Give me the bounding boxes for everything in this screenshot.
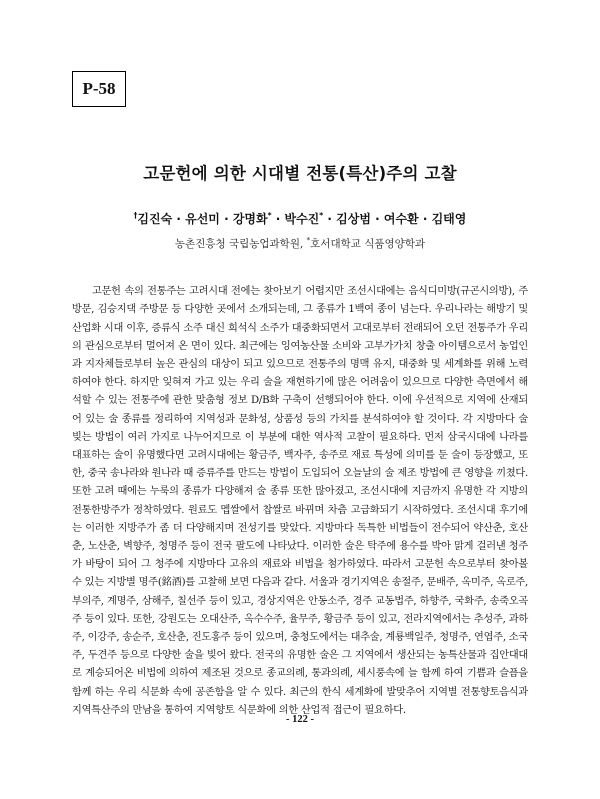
affiliation-mark: * xyxy=(267,211,272,220)
author-separator: · xyxy=(327,212,332,226)
poster-id: P-58 xyxy=(82,79,116,98)
affiliation-primary: 농촌진흥청 국립농업과학원, xyxy=(174,238,304,250)
author-separator: · xyxy=(275,212,281,226)
author-name: 박수진 xyxy=(284,212,320,226)
author-name: 유선미 xyxy=(185,212,220,226)
affiliation-mark: * xyxy=(306,236,311,245)
page-number: - 122 - xyxy=(286,714,314,725)
author-separator: · xyxy=(375,212,380,226)
affiliation-line xyxy=(0,236,600,251)
author-name: 김상범 xyxy=(336,212,371,226)
author-list xyxy=(0,210,600,227)
paper-title: 고문헌에 의한 시대별 전통(특산)주의 고찰 xyxy=(143,164,457,183)
corresponding-mark: † xyxy=(133,211,138,220)
affiliation-secondary: 호서대학교 식품영양학과 xyxy=(310,238,426,250)
author-separator: · xyxy=(176,212,181,226)
author-name: 강명화 xyxy=(232,212,268,226)
author-separator: · xyxy=(422,212,428,226)
author-name: 김진숙 xyxy=(137,212,173,226)
poster-id-box xyxy=(72,71,126,107)
affiliation-mark: * xyxy=(319,211,324,220)
abstract-body: 고문헌 속의 전통주는 고려시대 전에는 찾아보기 어렵지만 조선시대에는 음식디미방(규곤시의방), 주방문, 김승지댁 주방문 등 다양한 곳에서 소개되는데, 그 종류가 1백여 종이 넘는다. 우리나라는 해방기 및 산업화 시대 이후, 증류식 소주 대신 희석식 소주가 대중화되면서 고대로부터 전래되어 오던 전통주가 우리의 관심으로부터 멀어져 온 면이 있다. 최근에는 잉여농산물 소비와 고부가가치 창출 아이템으로서 농업인과 지자체들로부터 높은 관심의 대상이 되고 있으므로 전통주의 명맥 유지, 대중화 및 세계화를 위해 노력하여야 한다. 하지만 잊혀져 가고 있는 우리 술을 재현하기에 많은 어려움이 있으므로 다양한 측면에서 해석할 수 있는 전통주에 관한 맞춤형 정보 D/B화 구축이 선행되어야 한다. 이에 우선적으로 지역에 산재되어 있는 술 종류를 정리하여 지역성과 문화성, 상품성 등의 가치를 분석하여야 할 것이다. 각 지방마다 술 빚는 방법이 여러 가지로 나누어지므로 이 부분에 대한 역사적 고찰이 필요하다. 먼저 삼국시대에 나라를 대표하는 술이 유명했다면 고려시대에는 황금주, 백자주, 송주로 재료 특성에 의미를 둔 술이 등장했고, 또한, 중국 송나라와 원나라 때 증류주를 만드는 방법이 도입되어 오늘날의 술 제조 방법에 큰 영향을 끼쳤다. 또한 고려 때에는 누룩의 종류가 다양해져 술 종류 또한 많아졌고, 조선시대에 지금까지 유명한 각 지방의 전통한방주가 정착하였다. 원료도 멥쌀에서 찹쌀로 바뀌며 차츰 고급화되기 시작하였다. 조선시대 후기에는 이러한 지방주가 좀 더 다양해지며 전성기를 맞았다. 지방마다 독특한 비법들이 전수되어 약산춘, 호산춘, 노산춘, 벽향주, 청명주 등이 전국 팔도에 나타났다. 이러한 술은 탁주에 용수를 박아 맑게 걸러낸 청주가 바탕이 되어 그 청주에 지방마다 고유의 재료와 비법을 첨가하였다. 따라서 고문헌 속으로부터 찾아볼 수 있는 지방별 명주(銘酒)를 고찰해 보면 다음과 같다. 서울과 경기지역은 송절주, 문배주, 옥미주, 옥로주, 부의주, 계명주, 삼해주, 칠선주 등이 있고, 경상지역은 안동소주, 경주 교동법주, 하향주, 국화주, 송죽오곡주 등이 있다. 또한, 강원도는 오대산주, 옥수수주, 율무주, 황금주 등이 있고, 전라지역에서는 추성주, 과하주, 이강주, 송순주, 호산춘, 진도홍주 등이 있으며, 충청도에서는 대추술, 계룡백일주, 청명주, 연엽주, 소국주, 두견주 등으로 다양한 술을 빚어 왔다. 전국의 유명한 술은 그 지역에서 생산되는 농특산물과 집안대대로 계승되어온 비법에 의하여 제조된 것으로 종교의례, 통과의례, 세시풍속에 늘 함께 하여 기쁨과 슬픔을 함께 하는 우리 식문화 속에 공존함을 알 수 있다. 최근의 한식 세계화에 발맞추어 지역별 전통향토음식과 지역특산주의 만남을 통하여 지역향토 식문화에 의한 산업적 접근이 필요하다. xyxy=(72,286,528,716)
author-name: 김태영 xyxy=(431,212,467,226)
author-separator: · xyxy=(224,212,229,226)
author-name: 여수환 xyxy=(383,212,419,226)
